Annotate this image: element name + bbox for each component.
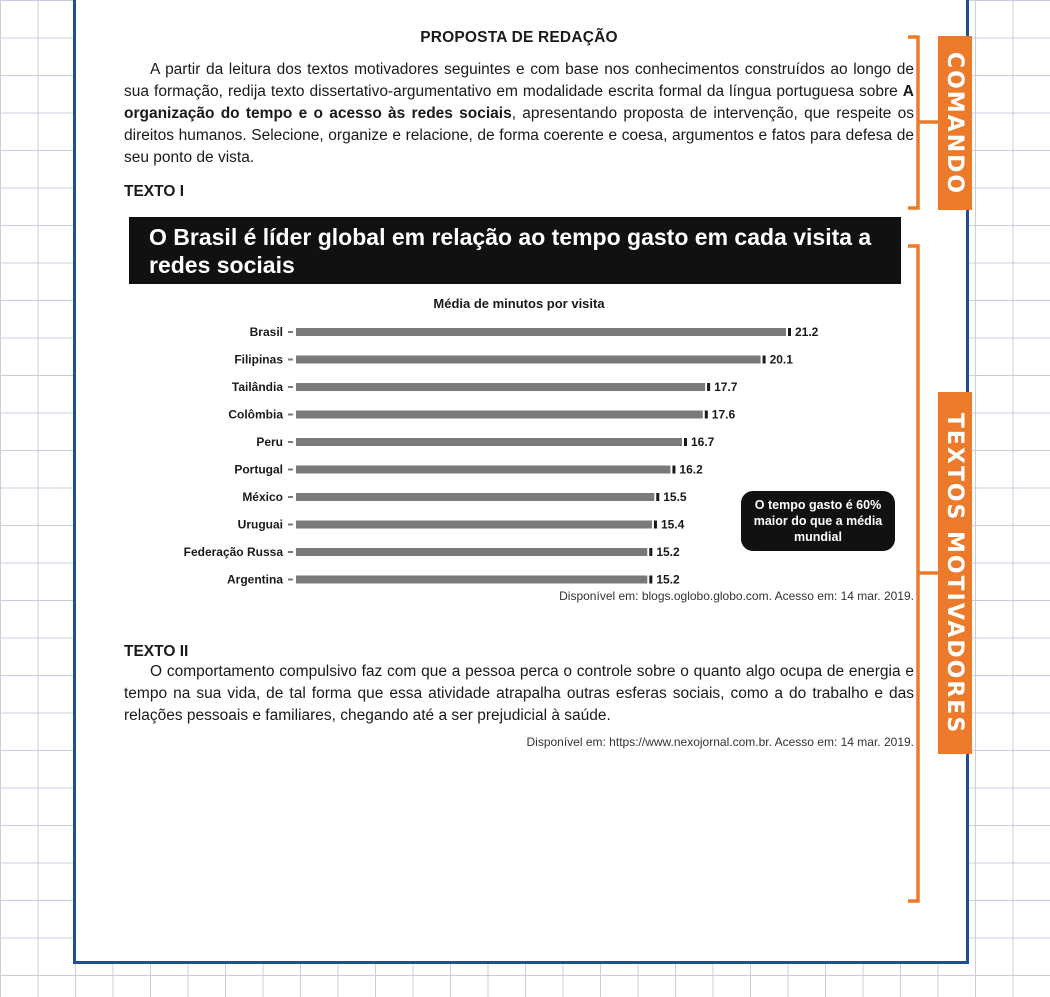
bar-value-label: 20.1	[769, 352, 793, 367]
bar	[296, 493, 654, 501]
bar	[296, 411, 703, 419]
bar-category-label: Colômbia	[228, 407, 283, 422]
bar-category-label: Federação Russa	[183, 545, 283, 559]
bar-end-marker	[788, 328, 791, 336]
bar-value-label: 16.2	[679, 462, 703, 477]
chart-annotation: O tempo gasto é 60% maior do que a média mundial	[741, 491, 895, 551]
texto2-label: TEXTO II	[124, 643, 189, 660]
bar-value-label: 17.6	[711, 407, 736, 422]
bar-chart	[124, 311, 914, 603]
texto1-label: TEXTO I	[124, 183, 185, 200]
bar-end-marker	[649, 576, 652, 584]
bar-value-label: 21.2	[795, 325, 819, 339]
bar-category-label: México	[242, 490, 283, 504]
textos-bracket	[900, 243, 940, 905]
bar-end-marker	[649, 548, 652, 556]
bar	[296, 466, 670, 474]
comando-bracket	[900, 34, 940, 212]
bar-end-marker	[654, 521, 657, 529]
bar	[296, 548, 647, 556]
bar-end-marker	[763, 356, 766, 364]
proposal-theme: A organização do tempo e o acesso às redes sociais	[124, 83, 914, 122]
bar-value-label: 15.2	[656, 572, 680, 587]
bar-value-label: 15.2	[656, 545, 680, 559]
texto1-source: Disponível em: blogs.oglobo.globo.com. Acesso em: 14 mar. 2019.	[559, 589, 914, 603]
proposal-title: PROPOSTA DE REDAÇÃO	[420, 29, 618, 46]
bar	[296, 328, 786, 336]
chart-title: Média de minutos por visita	[433, 296, 605, 311]
bar-chart-svg	[124, 311, 914, 603]
bar-value-label: 15.5	[663, 490, 687, 504]
bar-value-label: 16.7	[690, 435, 715, 449]
bar	[296, 576, 647, 584]
bar-category-label: Portugal	[234, 462, 283, 477]
bar-category-label: Argentina	[226, 572, 283, 587]
textos-badge-label: TEXTOS MOTIVADORES	[942, 412, 968, 734]
bar-category-label: Tailândia	[231, 380, 283, 394]
comando-badge-label: COMANDO	[942, 51, 968, 195]
bar-end-marker	[672, 466, 675, 474]
bar-category-label: Filipinas	[234, 352, 283, 367]
bar-category-label: Peru	[256, 435, 283, 449]
bar-value-label: 15.4	[660, 517, 685, 532]
bar-end-marker	[684, 438, 687, 446]
bar-category-label: Uruguai	[237, 517, 283, 532]
bar	[296, 521, 652, 529]
bar	[296, 438, 682, 446]
bar-value-label: 17.7	[714, 380, 738, 394]
bar-end-marker	[705, 411, 708, 419]
texto1-banner: O Brasil é líder global em relação ao tempo gasto em cada visita a redes sociais	[129, 217, 901, 284]
texto2-text: O comportamento compulsivo faz com que a pessoa perca o controle sobre o quanto algo ocupa de energia e tempo na sua vida, de tal forma que essa atividade atrapalha outras esferas sociais, como a do trabalho e das relações pessoais e familiares, chegando até a ser prejudicial à saúde.	[124, 663, 914, 724]
comando-badge	[938, 36, 972, 210]
sheet-content	[124, 29, 914, 749]
bar-end-marker	[656, 493, 659, 501]
proposal-text	[124, 59, 914, 169]
proposal-text-before: A partir da leitura dos textos motivadores seguintes e com base nos conhecimentos construídos ao longo de sua formação, redija texto dissertativo-argumentativo em modalidade escrita formal da língua portuguesa sobre	[124, 61, 914, 100]
textos-motivadores-badge	[938, 392, 972, 754]
bar-end-marker	[707, 383, 710, 391]
bar	[296, 383, 705, 391]
bar	[296, 356, 761, 364]
proposal-text-after: , apresentando proposta de intervenção, que respeite os direitos humanos. Selecione, organize e relacione, de forma coerente e coesa, argumentos e fatos para defesa de seu ponto de vista.	[124, 105, 914, 166]
exam-sheet	[73, 0, 969, 964]
bar-category-label: Brasil	[249, 325, 283, 339]
texto2-source: Disponível em: https://www.nexojornal.com.br. Acesso em: 14 mar. 2019.	[526, 735, 914, 749]
